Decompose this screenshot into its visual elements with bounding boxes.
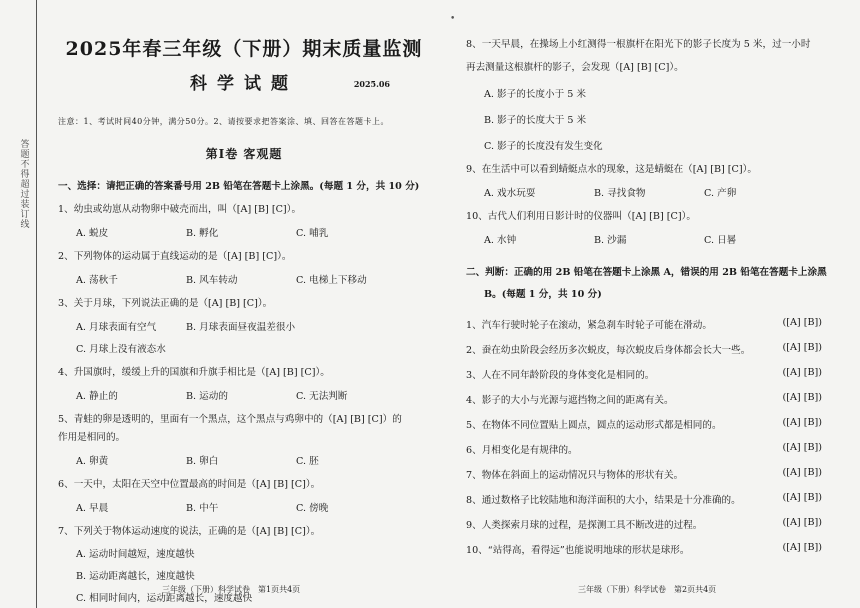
judgement-answer-mark: ([A] [B]) bbox=[782, 317, 822, 328]
judgement-text: 5、在物体不同位置贴上圆点，圆点的运动形式都是相同的。 bbox=[466, 420, 722, 431]
volume-heading: 第Ⅰ卷 客观题 bbox=[205, 147, 283, 161]
option: B. 运动距离越长，速度越快 bbox=[76, 571, 195, 582]
question-5-continued: 作用是相同的。 bbox=[58, 432, 126, 443]
question-10: 10、古代人们利用日影计时的仪器叫（[A] [B] [C]）。 bbox=[466, 211, 696, 222]
judgement-item bbox=[466, 517, 834, 531]
judgement-text: 3、人在不同年龄阶段的身体变化是相同的。 bbox=[466, 370, 655, 381]
option: A. 蜕皮 bbox=[76, 228, 109, 239]
page-1 bbox=[58, 34, 430, 604]
option: A. 运动时间越短，速度越快 bbox=[76, 549, 195, 560]
option: B. 影子的长度大于 5 米 bbox=[484, 115, 587, 126]
fold-mark: • bbox=[450, 14, 456, 24]
judgement-list bbox=[466, 317, 834, 556]
exam-subtitle-text: 科学试题 bbox=[190, 74, 298, 94]
option: B. 卵白 bbox=[186, 456, 219, 467]
judgement-answer-mark: ([A] [B]) bbox=[782, 442, 822, 453]
judgement-answer-mark: ([A] [B]) bbox=[782, 467, 822, 478]
judgement-item bbox=[466, 492, 834, 506]
judgement-text: 6、月相变化是有规律的。 bbox=[466, 445, 578, 456]
question-2: 2、下列物体的运动属于直线运动的是（[A] [B] [C]）。 bbox=[58, 251, 292, 262]
exam-subtitle bbox=[58, 69, 430, 94]
judgement-item bbox=[466, 467, 834, 481]
section-2-heading-line-1: 二、判断：正确的用 2B 铅笔在答题卡上涂黑 A，错误的用 2B 铅笔在答题卡上涂黑 bbox=[466, 267, 827, 278]
judgement-text: 4、影子的大小与光源与遮挡物之间的距离有关。 bbox=[466, 395, 674, 406]
exam-title: 2025年春三年级（下册）期末质量监测 bbox=[65, 38, 423, 60]
option: B. 孵化 bbox=[186, 228, 219, 239]
judgement-answer-mark: ([A] [B]) bbox=[782, 342, 822, 353]
question-9: 9、在生活中可以看到蜻蜓点水的现象，这是蜻蜓在（[A] [B] [C]）。 bbox=[466, 164, 758, 175]
judgement-text: 7、物体在斜面上的运动情况只与物体的形状有关。 bbox=[466, 470, 684, 481]
judgement-answer-mark: ([A] [B]) bbox=[782, 417, 822, 428]
footer-page-1: 三年级（下册）科学试卷 第1页共4页 bbox=[162, 585, 301, 594]
option: C. 产卵 bbox=[704, 188, 737, 199]
option: C. 胚 bbox=[296, 456, 319, 467]
option: C. 无法判断 bbox=[296, 391, 348, 402]
option: C. 哺乳 bbox=[296, 228, 329, 239]
question-6: 6、一天中，太阳在天空中位置最高的时间是（[A] [B] [C]）。 bbox=[58, 479, 321, 490]
binding-margin bbox=[4, 0, 37, 608]
option: C. 日晷 bbox=[704, 235, 737, 246]
option: A. 早晨 bbox=[76, 503, 109, 514]
question-4: 4、升国旗时，缓缓上升的国旗和升旗手相比是（[A] [B] [C]）。 bbox=[58, 367, 330, 378]
question-8-continued: 再去测量这根旗杆的影子，会发现（[A] [B] [C]）。 bbox=[466, 62, 684, 73]
option: A. 荡秋千 bbox=[76, 275, 118, 286]
question-8: 8、一天早晨，在操场上小红测得一根旗杆在阳光下的影子长度为 5 米，过一小时 bbox=[466, 39, 811, 50]
judgement-text: 8、通过数格子比较陆地和海洋面积的大小，结果是十分准确的。 bbox=[466, 495, 741, 506]
exam-notice: 注意：1、考试时间40分钟，满分50分。2、请按要求把答案涂、填、回答在答题卡上。 bbox=[58, 117, 390, 126]
judgement-text: 2、蚕在幼虫阶段会经历多次蜕皮，每次蜕皮后身体都会长大一些。 bbox=[466, 345, 751, 356]
option: B. 运动的 bbox=[186, 391, 228, 402]
question-6-options bbox=[58, 500, 430, 514]
question-1-options bbox=[58, 225, 430, 239]
section-2-heading bbox=[466, 262, 834, 306]
option: B. 风车转动 bbox=[186, 275, 238, 286]
question-2-options bbox=[58, 272, 430, 286]
option: A. 水钟 bbox=[484, 235, 517, 246]
option: A. 静止的 bbox=[76, 391, 118, 402]
exam-date: 2025.06 bbox=[353, 79, 390, 89]
judgement-answer-mark: ([A] [B]) bbox=[782, 517, 822, 528]
question-3-options bbox=[58, 319, 430, 333]
question-9-options bbox=[466, 185, 834, 199]
judgement-answer-mark: ([A] [B]) bbox=[782, 542, 822, 553]
option: B. 中午 bbox=[186, 503, 219, 514]
question-4-options bbox=[58, 388, 430, 402]
judgement-text: 10、“站得高，看得远”也能说明地球的形状是球形。 bbox=[466, 545, 690, 556]
option: C. 傍晚 bbox=[296, 503, 329, 514]
option: A. 月球表面有空气 bbox=[76, 322, 157, 333]
option: B. 沙漏 bbox=[594, 235, 627, 246]
judgement-text: 9、人类探索月球的过程，是探测工具不断改进的过程。 bbox=[466, 520, 703, 531]
judgement-item bbox=[466, 442, 834, 456]
judgement-item bbox=[466, 392, 834, 406]
section-1-heading: 一、选择：请把正确的答案番号用 2B 铅笔在答题卡上涂黑。(每题 1 分，共 10 分) bbox=[58, 181, 420, 192]
judgement-item bbox=[466, 342, 834, 356]
judgement-text: 1、汽车行驶时轮子在滚动，紧急刹车时轮子可能在滑动。 bbox=[466, 320, 712, 331]
binding-margin-text: 答 题 不 得 超 过 装 订 线 bbox=[20, 140, 32, 230]
judgement-answer-mark: ([A] [B]) bbox=[782, 367, 822, 378]
judgement-item bbox=[466, 542, 834, 556]
judgement-item bbox=[466, 417, 834, 431]
option: C. 月球上没有液态水 bbox=[76, 344, 166, 355]
option: A. 戏水玩耍 bbox=[484, 188, 536, 199]
judgement-answer-mark: ([A] [B]) bbox=[782, 392, 822, 403]
option: B. 月球表面昼夜温差很小 bbox=[186, 322, 296, 333]
question-7: 7、下列关于物体运动速度的说法，正确的是（[A] [B] [C]）。 bbox=[58, 526, 321, 537]
section-2-heading-line-2: B。(每题 1 分，共 10 分) bbox=[484, 289, 602, 300]
question-10-options bbox=[466, 232, 834, 246]
option: A. 影子的长度小于 5 米 bbox=[484, 89, 586, 100]
question-3: 3、关于月球，下列说法正确的是（[A] [B] [C]）。 bbox=[58, 298, 273, 309]
option: B. 寻找食物 bbox=[594, 188, 646, 199]
question-5: 5、青蛙的卵是透明的，里面有一个黑点，这个黑点与鸡卵中的（[A] [B] [C]）的 bbox=[58, 414, 402, 425]
judgement-item bbox=[466, 367, 834, 381]
option: C. 影子的长度没有发生变化 bbox=[484, 141, 603, 152]
question-1: 1、幼虫或幼崽从动物卵中破壳而出，叫（[A] [B] [C]）。 bbox=[58, 204, 302, 215]
judgement-item bbox=[466, 317, 834, 331]
page-2 bbox=[466, 34, 834, 556]
question-5-options bbox=[58, 453, 430, 467]
footer-page-2: 三年级（下册）科学试卷 第2页共4页 bbox=[578, 585, 717, 594]
option: A. 卵黄 bbox=[76, 456, 109, 467]
option: C. 电梯上下移动 bbox=[296, 275, 367, 286]
option: C. 相同时间内，运动距离越长，速度越快 bbox=[76, 593, 253, 604]
judgement-answer-mark: ([A] [B]) bbox=[782, 492, 822, 503]
